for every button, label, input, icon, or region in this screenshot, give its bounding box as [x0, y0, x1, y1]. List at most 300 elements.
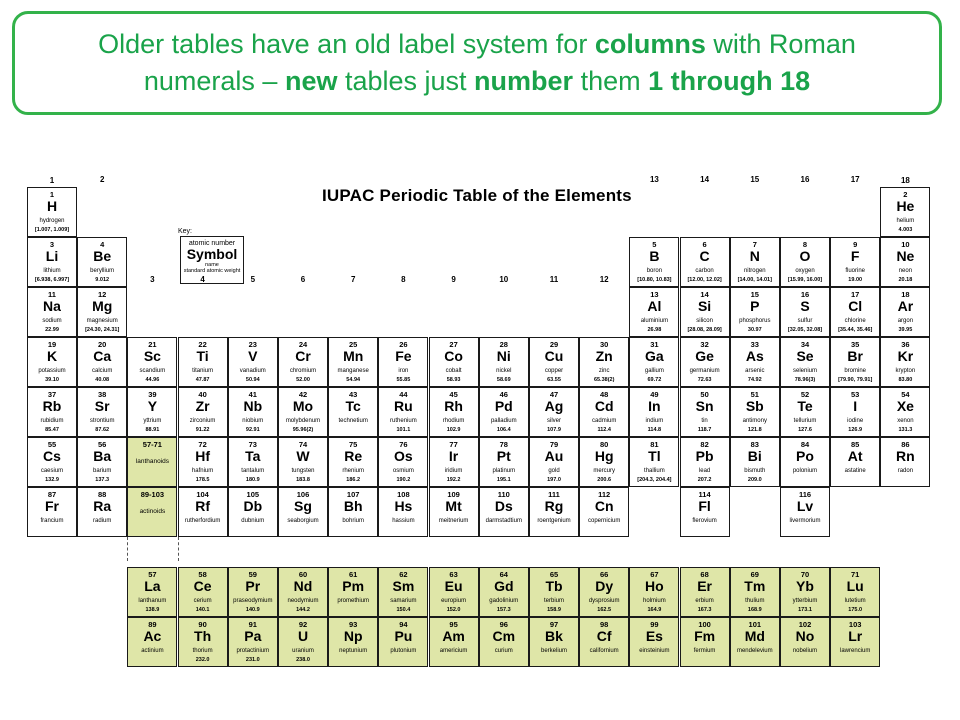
element-name: erbium: [695, 598, 714, 604]
atomic-number: 61: [349, 570, 358, 579]
element-symbol: Mt: [445, 498, 462, 514]
element-cell-iodine: [830, 387, 880, 437]
element-symbol: Bi: [747, 448, 762, 464]
element-symbol: C: [699, 248, 710, 264]
element-name: radium: [93, 518, 112, 524]
element-symbol: Fm: [694, 628, 716, 644]
atomic-weight: 200.6: [597, 477, 612, 483]
element-symbol: V: [248, 348, 258, 364]
atomic-number: 71: [851, 570, 860, 579]
atomic-weight: 173.1: [798, 607, 812, 613]
element-symbol: Ne: [896, 248, 915, 264]
element-cell-curium: [479, 617, 529, 667]
atomic-number: 100: [698, 620, 711, 629]
element-name: nickel: [496, 368, 512, 374]
element-cell-krypton: [880, 337, 930, 387]
atomic-weight: 58.93: [446, 377, 461, 383]
atomic-number: 8: [802, 240, 808, 249]
element-name: bohrium: [342, 518, 365, 524]
atomic-weight: 183.8: [296, 477, 310, 483]
atomic-number: 39: [148, 390, 157, 399]
atomic-weight: [6.938, 6.997]: [34, 277, 70, 283]
element-name: hassium: [392, 518, 415, 524]
element-name: lawrencium: [840, 648, 871, 654]
element-name: tantalum: [241, 468, 265, 474]
atomic-number: 44: [399, 390, 408, 399]
atomic-weight: 150.4: [396, 607, 411, 613]
atomic-number: 53: [851, 390, 860, 399]
atomic-number: 23: [248, 340, 257, 349]
atomic-weight: [1.007, 1.009]: [34, 227, 70, 233]
element-name: francium: [40, 518, 64, 524]
atomic-weight: 207.2: [697, 477, 712, 483]
atomic-weight: 85.47: [45, 427, 59, 433]
element-cell-nitrogen: [730, 237, 780, 287]
atomic-number: 35: [851, 340, 860, 349]
element-symbol: Ni: [496, 348, 511, 364]
element-cell-cadmium: [579, 387, 629, 437]
element-symbol: Th: [194, 628, 212, 644]
element-name: manganese: [337, 368, 369, 374]
atomic-number: 37: [47, 390, 57, 399]
element-name: selenium: [792, 368, 817, 374]
atomic-weight: 91.22: [195, 427, 210, 433]
element-cell-potassium: [27, 337, 77, 387]
element-symbol: Se: [796, 348, 814, 364]
atomic-number: 27: [449, 340, 458, 349]
atomic-weight: 231.0: [245, 657, 260, 663]
element-symbol: Gd: [494, 578, 514, 594]
group-number: 16: [800, 175, 810, 184]
element-symbol: H: [46, 198, 58, 214]
element-cell-californium: [579, 617, 629, 667]
element-name: helium: [896, 218, 915, 224]
atomic-number: 54: [901, 390, 910, 399]
element-cell-rhenium: [328, 437, 378, 487]
element-name: bismuth: [744, 468, 766, 474]
element-name: arsenic: [745, 368, 765, 374]
key-name: name: [205, 262, 219, 268]
group-number: 14: [700, 175, 710, 184]
element-cell-iridium: [429, 437, 479, 487]
element-name: radon: [897, 468, 914, 474]
element-symbol: Sm: [392, 578, 415, 594]
element-symbol: Li: [45, 248, 59, 264]
atomic-number: 90: [198, 620, 207, 629]
atomic-weight: 101.1: [396, 427, 411, 433]
element-symbol: Rn: [896, 448, 915, 464]
group-number: 10: [499, 275, 509, 284]
atomic-weight: 121.8: [747, 427, 762, 433]
element-symbol: Lu: [846, 578, 864, 594]
atomic-number: 20: [98, 340, 107, 349]
element-symbol: Ce: [193, 578, 212, 594]
atomic-number: 69: [750, 570, 759, 579]
element-cell-niobium: [228, 387, 278, 437]
placeholder-label: lanthanoids: [135, 458, 170, 465]
atomic-number: 19: [47, 340, 57, 349]
atomic-weight: 72.63: [697, 377, 712, 383]
element-cell-tin: [680, 387, 730, 437]
element-symbol: Cs: [43, 448, 61, 464]
element-name: argon: [897, 318, 914, 324]
atomic-number: 52: [800, 390, 810, 399]
atomic-number: 108: [397, 490, 410, 499]
atomic-weight: [24.30, 24.31]: [85, 327, 120, 333]
atomic-number: 102: [798, 620, 812, 629]
element-name: berkelium: [540, 648, 567, 654]
element-cell-einsteinium: [629, 617, 679, 667]
element-symbol: W: [296, 448, 310, 464]
atomic-weight: 195.1: [496, 477, 511, 483]
atomic-number: 112: [598, 490, 611, 499]
atomic-weight: 118.7: [697, 427, 712, 433]
atomic-number: 75: [349, 440, 358, 449]
atomic-number: 111: [548, 490, 560, 499]
element-cell-nobelium: [780, 617, 830, 667]
element-symbol: Tb: [545, 578, 563, 594]
caption-line-1-run: with Roman: [705, 29, 856, 59]
element-cell-sodium: [27, 287, 77, 337]
element-cell-livermorium: [780, 487, 830, 537]
element-name: holmium: [643, 598, 666, 604]
element-name: americium: [439, 648, 468, 654]
element-cell-xenon: [880, 387, 930, 437]
atomic-weight: 78.96(3): [794, 377, 816, 383]
element-cell-mercury: [579, 437, 629, 487]
element-symbol: Lr: [848, 628, 863, 644]
element-name: mercury: [593, 468, 616, 474]
element-cell-fermium: [680, 617, 730, 667]
element-symbol: Pd: [494, 398, 513, 414]
element-symbol: At: [847, 448, 863, 464]
element-name: lithium: [43, 268, 61, 274]
element-name: silicon: [696, 318, 713, 324]
atomic-number: 74: [298, 440, 308, 449]
element-symbol: Sg: [294, 498, 312, 514]
atomic-weight: 175.0: [848, 607, 863, 613]
element-name: antimony: [742, 418, 767, 424]
element-cell-neptunium: [328, 617, 378, 667]
element-symbol: Sb: [745, 398, 764, 414]
element-cell-helium: [880, 187, 930, 237]
atomic-number: 30: [600, 340, 609, 349]
element-symbol: Rf: [195, 498, 210, 514]
element-name: bromine: [844, 368, 867, 374]
element-symbol: S: [800, 298, 810, 314]
atomic-weight: 22.99: [45, 327, 59, 333]
element-name: tungsten: [291, 468, 315, 474]
element-symbol: Au: [544, 448, 564, 464]
atomic-number: 105: [246, 490, 260, 499]
atomic-number: 6: [702, 240, 707, 249]
element-symbol: Rb: [42, 398, 62, 414]
element-name: curium: [494, 648, 513, 654]
caption-line-1-run: columns: [594, 29, 706, 59]
element-name: fluorine: [845, 268, 866, 274]
atomic-weight: 114.8: [647, 427, 662, 433]
atomic-weight: 158.9: [547, 607, 561, 613]
element-name: promethium: [337, 598, 370, 604]
atomic-number: 96: [499, 620, 508, 629]
element-cell-antimony: [730, 387, 780, 437]
atomic-number: 1: [49, 190, 55, 199]
element-name: germanium: [689, 368, 720, 374]
element-symbol: Xe: [896, 398, 914, 414]
atomic-number: 24: [298, 340, 308, 349]
element-symbol: Bh: [343, 498, 363, 514]
element-cell-tungsten: [278, 437, 328, 487]
atomic-weight: 39.10: [45, 377, 59, 383]
element-cell-lawrencium: [830, 617, 880, 667]
atomic-weight: 190.2: [396, 477, 411, 483]
element-cell-titanium: [178, 337, 228, 387]
element-cell-gadolinium: [479, 567, 529, 617]
element-cell-polonium: [780, 437, 830, 487]
element-name: oxygen: [795, 268, 815, 274]
element-symbol: U: [297, 628, 309, 644]
element-name: molybdenum: [285, 418, 321, 424]
atomic-weight: 157.3: [496, 607, 511, 613]
element-name: nobelium: [792, 648, 818, 654]
element-cell-scandium: [127, 337, 177, 387]
atomic-number: 58: [198, 570, 207, 579]
element-cell-flerovium: [680, 487, 730, 537]
element-name: cobalt: [445, 368, 462, 374]
atomic-weight: 47.87: [195, 377, 210, 383]
atomic-number: 84: [800, 440, 810, 449]
element-symbol: Ra: [93, 498, 112, 514]
atomic-weight: 58.69: [496, 377, 511, 383]
group-number: 5: [250, 275, 256, 284]
element-name: copernicium: [588, 518, 621, 524]
element-symbol: Ga: [645, 348, 664, 364]
element-cell-tellurium: [780, 387, 830, 437]
atomic-number: 7: [752, 240, 757, 249]
element-name: osmium: [392, 468, 414, 474]
atomic-number: 56: [98, 440, 107, 449]
atomic-number: 66: [600, 570, 609, 579]
element-name: ruthenium: [390, 418, 417, 424]
atomic-weight: 132.9: [45, 477, 59, 483]
caption-line-2-run: tables just: [337, 66, 475, 96]
element-symbol: Tl: [648, 448, 661, 464]
element-name: krypton: [895, 368, 916, 374]
element-cell-sulfur: [780, 287, 830, 337]
atomic-number: 116: [798, 490, 812, 499]
element-name: iridium: [444, 468, 463, 474]
element-symbol: Hg: [594, 448, 614, 464]
element-name: hydrogen: [39, 218, 65, 224]
element-cell-chlorine: [830, 287, 880, 337]
element-name: aluminium: [640, 318, 669, 324]
element-name: potassium: [38, 368, 66, 374]
element-cell-berkelium: [529, 617, 579, 667]
atomic-weight: [12.00, 12.02]: [687, 277, 722, 283]
atomic-number: 45: [449, 390, 458, 399]
element-name: hafnium: [191, 468, 214, 474]
element-symbol: Er: [697, 578, 712, 594]
caption-line-2-run: new: [284, 66, 338, 96]
atomic-weight: 55.85: [396, 377, 411, 383]
atomic-number: 83: [750, 440, 759, 449]
element-name: europium: [441, 598, 467, 604]
atomic-number: 26: [399, 340, 408, 349]
element-name: strontium: [89, 418, 115, 424]
element-cell-copernicium: [579, 487, 629, 537]
atomic-number: 16: [800, 290, 810, 299]
table-title: IUPAC Periodic Table of the Elements: [322, 186, 632, 205]
atomic-number: 4: [100, 240, 105, 249]
element-symbol: Co: [444, 348, 463, 364]
element-name: uranium: [292, 648, 314, 654]
element-cell-indium: [629, 387, 679, 437]
element-cell-boron: [629, 237, 679, 287]
element-symbol: Cr: [295, 348, 311, 364]
element-cell-germanium: [680, 337, 730, 387]
element-cell-silver: [529, 387, 579, 437]
element-symbol: Pb: [695, 448, 714, 464]
element-name: sulfur: [797, 318, 813, 324]
atomic-weight: 126.9: [848, 427, 863, 433]
atomic-weight: 112.4: [597, 427, 611, 433]
atomic-number: 42: [298, 390, 308, 399]
atomic-number: 92: [298, 620, 308, 629]
element-symbol: Ho: [645, 578, 664, 594]
group-number: 7: [350, 275, 356, 284]
atomic-weight: 144.2: [296, 607, 310, 613]
element-cell-zirconium: [178, 387, 228, 437]
atomic-number: 12: [98, 290, 107, 299]
atomic-number: 21: [148, 340, 157, 349]
atomic-weight: 232.0: [195, 657, 210, 663]
element-symbol: Y: [147, 398, 158, 414]
element-name: dubnium: [241, 518, 265, 524]
caption-line-2: [144, 63, 810, 100]
element-name: copper: [544, 368, 564, 374]
element-symbol: Mg: [92, 298, 113, 314]
atomic-weight: 178.5: [195, 477, 210, 483]
element-name: lead: [698, 468, 711, 474]
atomic-weight: 20.18: [898, 277, 913, 283]
element-cell-holmium: [629, 567, 679, 617]
atomic-number: 43: [349, 390, 358, 399]
atomic-number: 57: [148, 570, 157, 579]
element-symbol: Fe: [395, 348, 412, 364]
element-symbol: Ta: [245, 448, 261, 464]
element-symbol: Fl: [698, 498, 711, 514]
element-name: terbium: [543, 598, 564, 604]
element-name: yttrium: [143, 418, 162, 424]
atomic-weight: 180.9: [245, 477, 260, 483]
atomic-number: 81: [650, 440, 659, 449]
atomic-number: 95: [449, 620, 458, 629]
atomic-number: 3: [49, 240, 55, 249]
element-name: vanadium: [239, 368, 266, 374]
atomic-number: 48: [600, 390, 609, 399]
atomic-number: 76: [399, 440, 408, 449]
element-name: carbon: [695, 268, 714, 274]
atomic-number: 40: [198, 390, 207, 399]
atomic-number: 65: [549, 570, 559, 579]
caption-line-2-run: them: [573, 66, 649, 96]
element-cell-palladium: [479, 387, 529, 437]
element-symbol: Ir: [448, 448, 459, 464]
element-symbol: Cn: [594, 498, 614, 514]
element-name: magnesium: [86, 318, 118, 324]
element-symbol: Ar: [897, 298, 914, 314]
element-symbol: Pt: [496, 448, 511, 464]
placeholder-range: 89-103: [140, 490, 165, 499]
atomic-weight: 164.9: [647, 607, 662, 613]
element-cell-hassium: [378, 487, 428, 537]
element-name: protactinium: [236, 648, 270, 654]
element-symbol: Cu: [544, 348, 564, 364]
atomic-weight: 131.3: [898, 427, 913, 433]
element-symbol: Be: [93, 248, 112, 264]
atomic-weight: 140.1: [195, 607, 210, 613]
element-cell-roentgenium: [529, 487, 579, 537]
atomic-number: 64: [499, 570, 508, 579]
element-cell-praseodymium: [228, 567, 278, 617]
element-symbol: Sc: [143, 348, 161, 364]
atomic-weight: [10.80, 10.83]: [637, 277, 672, 283]
element-cell-nickel: [479, 337, 529, 387]
element-cell-lead: [680, 437, 730, 487]
element-name: sodium: [42, 318, 62, 324]
atomic-weight: 40.08: [95, 377, 110, 383]
atomic-weight: 102.9: [446, 427, 461, 433]
f-block-connector: [178, 537, 179, 561]
element-symbol: I: [853, 398, 858, 414]
element-cell-fluorine: [830, 237, 880, 287]
atomic-number: 59: [248, 570, 257, 579]
element-cell-ytterbium: [780, 567, 830, 617]
element-symbol: Es: [645, 628, 663, 644]
atomic-weight: 209.0: [747, 477, 762, 483]
element-symbol: Cm: [492, 628, 516, 644]
atomic-number: 79: [549, 440, 559, 449]
element-cell-rubidium: [27, 387, 77, 437]
element-symbol: Kr: [897, 348, 914, 364]
atomic-number: 15: [750, 290, 759, 299]
element-name: beryllium: [90, 268, 115, 274]
element-cell-technetium: [328, 387, 378, 437]
atomic-number: 104: [196, 490, 209, 499]
element-cell-europium: [429, 567, 479, 617]
element-symbol: Lv: [796, 498, 814, 514]
element-name: einsteinium: [639, 648, 670, 654]
element-name: lutetium: [844, 598, 866, 604]
atomic-number: 63: [449, 570, 458, 579]
element-cell-rutherfordium: [178, 487, 228, 537]
element-symbol: Sn: [695, 398, 714, 414]
element-name: livermorium: [789, 518, 821, 524]
element-name: seaborgium: [287, 518, 319, 524]
element-cell-iron: [378, 337, 428, 387]
atomic-number: 50: [700, 390, 709, 399]
atomic-number: 107: [346, 490, 360, 499]
element-symbol: Cl: [848, 298, 863, 314]
element-cell-argon: [880, 287, 930, 337]
element-symbol: Zn: [595, 348, 613, 364]
atomic-weight: 88.91: [145, 427, 160, 433]
element-symbol: Al: [647, 298, 662, 314]
element-symbol: Te: [797, 398, 813, 414]
element-symbol: Eu: [444, 578, 463, 594]
element-cell-mendelevium: [730, 617, 780, 667]
element-name: zirconium: [189, 418, 216, 424]
